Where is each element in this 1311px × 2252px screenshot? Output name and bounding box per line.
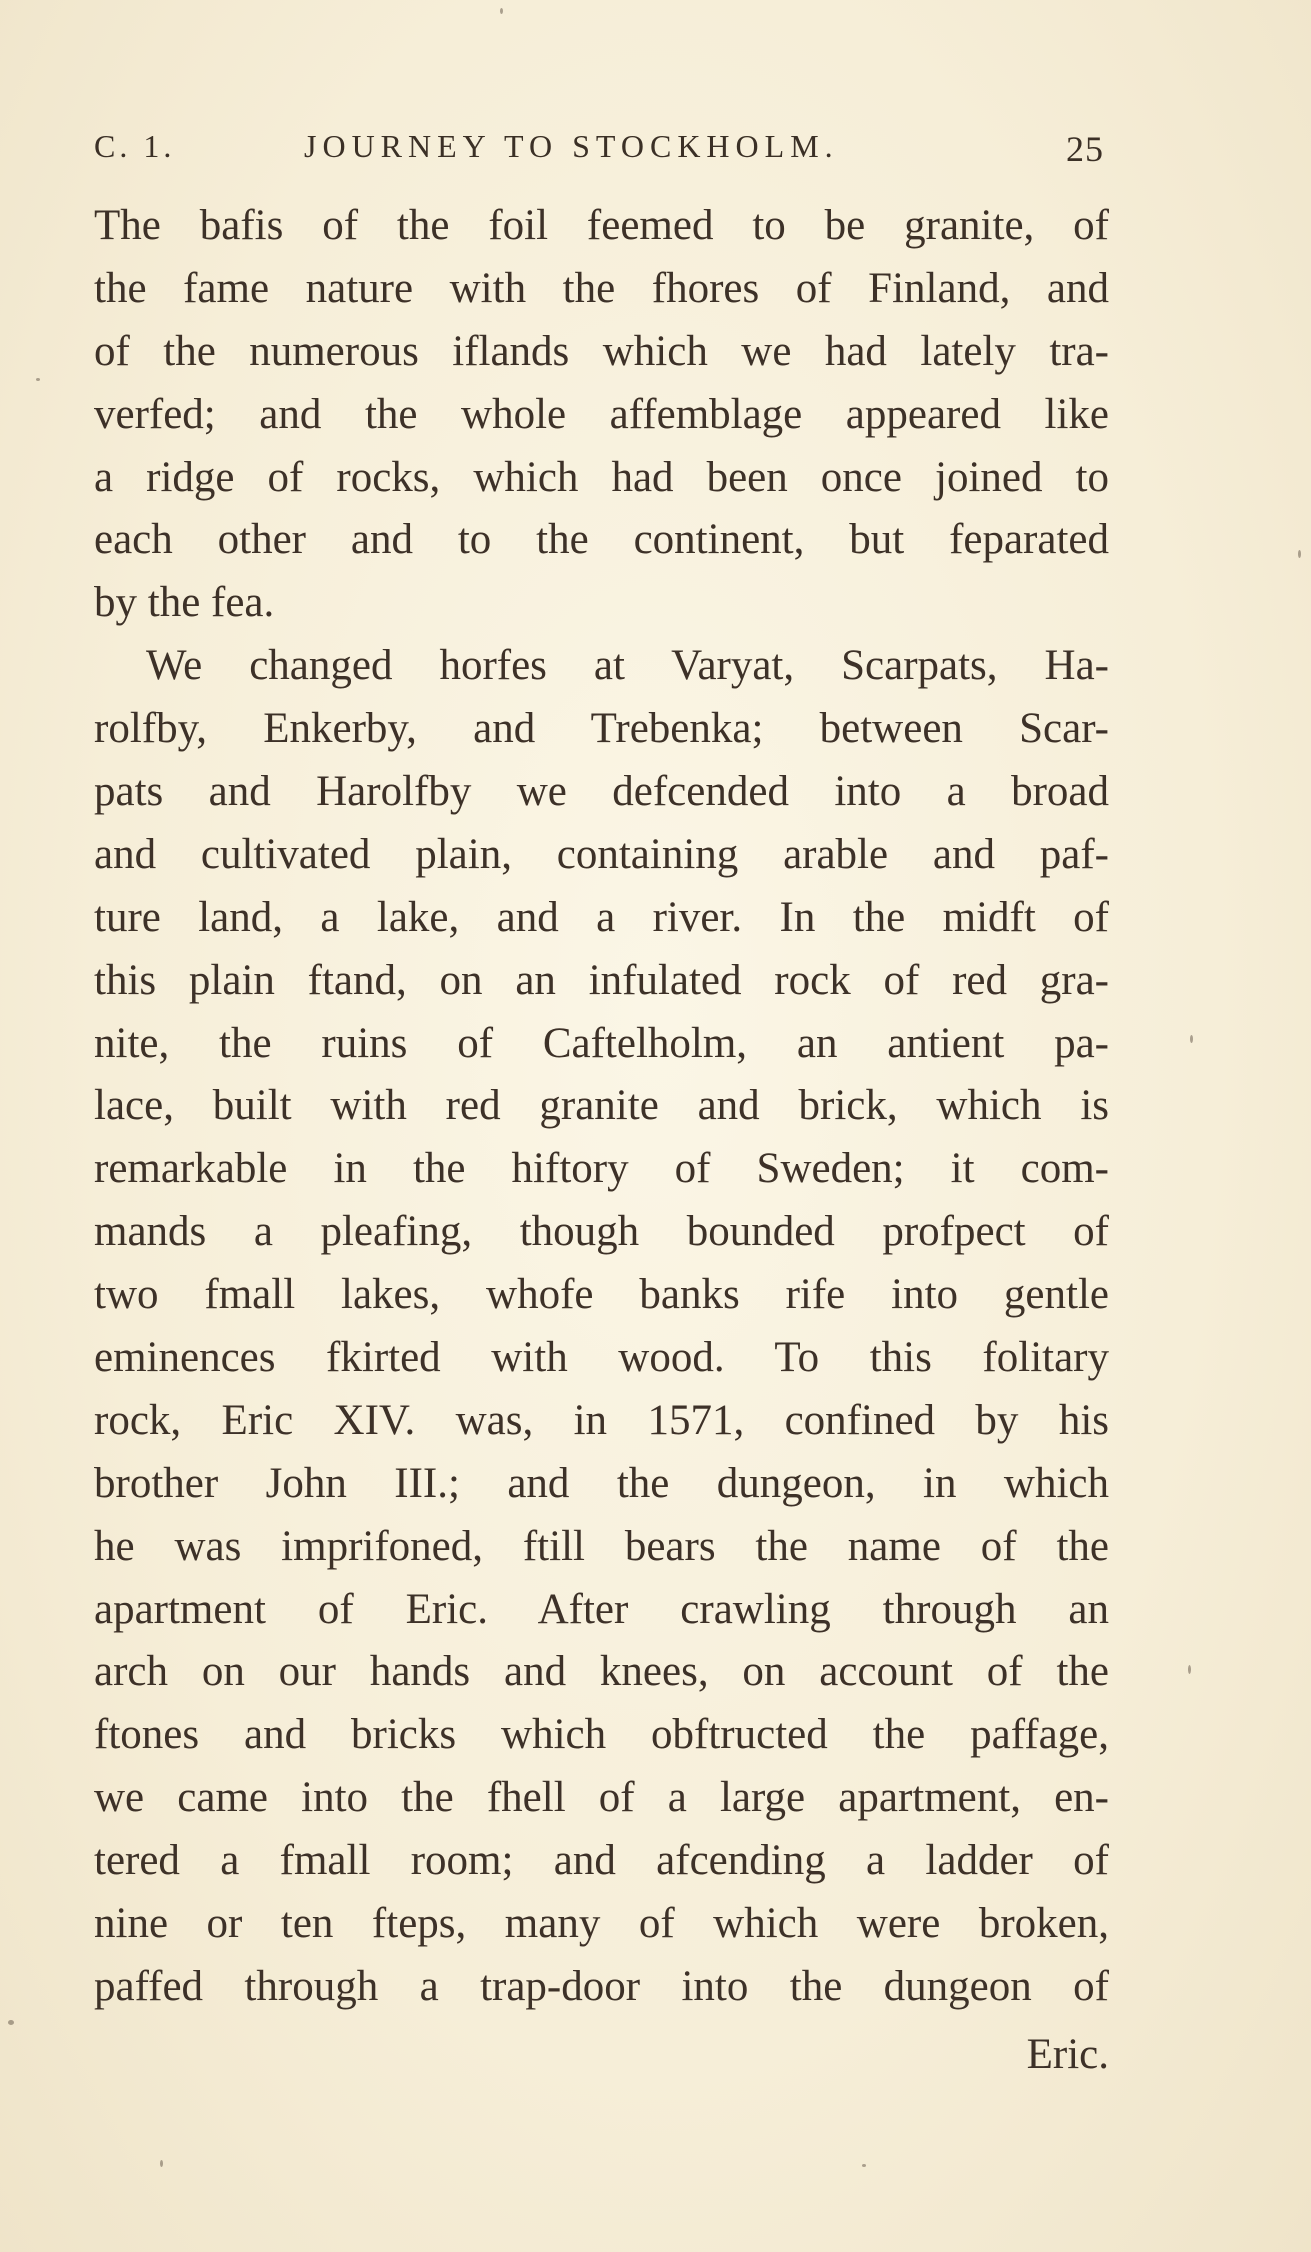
- text-line: rock, Eric XIV. was, in 1571, confined by his: [94, 1396, 1109, 1444]
- text-line: nite, the ruins of Caftelholm, an antient pa-: [94, 1019, 1109, 1067]
- paragraph-start-line: We changed horfes at Varyat, Scarpats, Ha-: [146, 642, 1109, 690]
- text-line: verfed; and the whole affemblage appeared like: [94, 390, 1109, 438]
- page-number: 25: [1066, 129, 1104, 169]
- text-line: apartment of Eric. After crawling through an: [94, 1585, 1109, 1633]
- text-line: two fmall lakes, whofe banks rife into gentle: [94, 1271, 1109, 1319]
- text-line: we came into the fhell of a large apartment, en-: [94, 1774, 1109, 1822]
- text-line: of the numerous iflands which we had lately tra-: [94, 327, 1109, 375]
- text-line: lace, built with red granite and brick, which is: [94, 1082, 1109, 1130]
- paper-speck: [8, 2020, 14, 2025]
- text-line: he was imprifoned, ftill bears the name of the: [94, 1522, 1109, 1570]
- text-line: and cultivated plain, containing arable and paf-: [94, 830, 1109, 878]
- paper-speck: [1298, 550, 1301, 558]
- running-title: JOURNEY TO STOCKHOLM.: [304, 128, 839, 164]
- text-line: brother John III.; and the dungeon, in which: [94, 1459, 1109, 1507]
- text-line: a ridge of rocks, which had been once joined to: [94, 453, 1109, 501]
- paper-speck: [1188, 1665, 1191, 1674]
- text-line: nine or ten fteps, many of which were broken,: [94, 1900, 1109, 1948]
- chapter-label: C. 1.: [94, 128, 176, 164]
- paper-speck: [862, 2164, 866, 2167]
- text-line: tered a fmall room; and afcending a ladder of: [94, 1837, 1109, 1885]
- body-text: [94, 195, 1109, 2019]
- paper-speck: [1190, 1035, 1193, 1043]
- text-line: by the fea.: [94, 579, 275, 627]
- text-line: this plain ftand, on an infulated rock of red gra-: [94, 956, 1109, 1004]
- text-line: mands a pleafing, though bounded profpect of: [94, 1208, 1109, 1256]
- text-line: remarkable in the hiftory of Sweden; it com-: [94, 1145, 1109, 1193]
- paper-speck: [500, 8, 503, 14]
- running-header: [94, 128, 1104, 178]
- text-line: rolfby, Enkerby, and Trebenka; between Scar-: [94, 705, 1109, 753]
- text-line: each other and to the continent, but feparated: [94, 516, 1109, 564]
- text-line: eminences fkirted with wood. To this folitary: [94, 1334, 1109, 1382]
- catchword: Eric.: [1026, 2031, 1109, 2078]
- text-line: pats and Harolfby we defcended into a broad: [94, 768, 1109, 816]
- text-line: arch on our hands and knees, on account of the: [94, 1648, 1109, 1696]
- text-line: ture land, a lake, and a river. In the midft of: [94, 893, 1109, 941]
- text-line: the fame nature with the fhores of Finland, and: [94, 264, 1109, 312]
- text-line: paffed through a trap-door into the dungeon of: [94, 1962, 1109, 2010]
- paper-speck: [160, 2160, 163, 2167]
- text-line: ftones and bricks which obftructed the paffage,: [94, 1711, 1109, 1759]
- text-line: The bafis of the foil feemed to be granite, of: [94, 202, 1109, 249]
- paper-speck: [36, 378, 40, 381]
